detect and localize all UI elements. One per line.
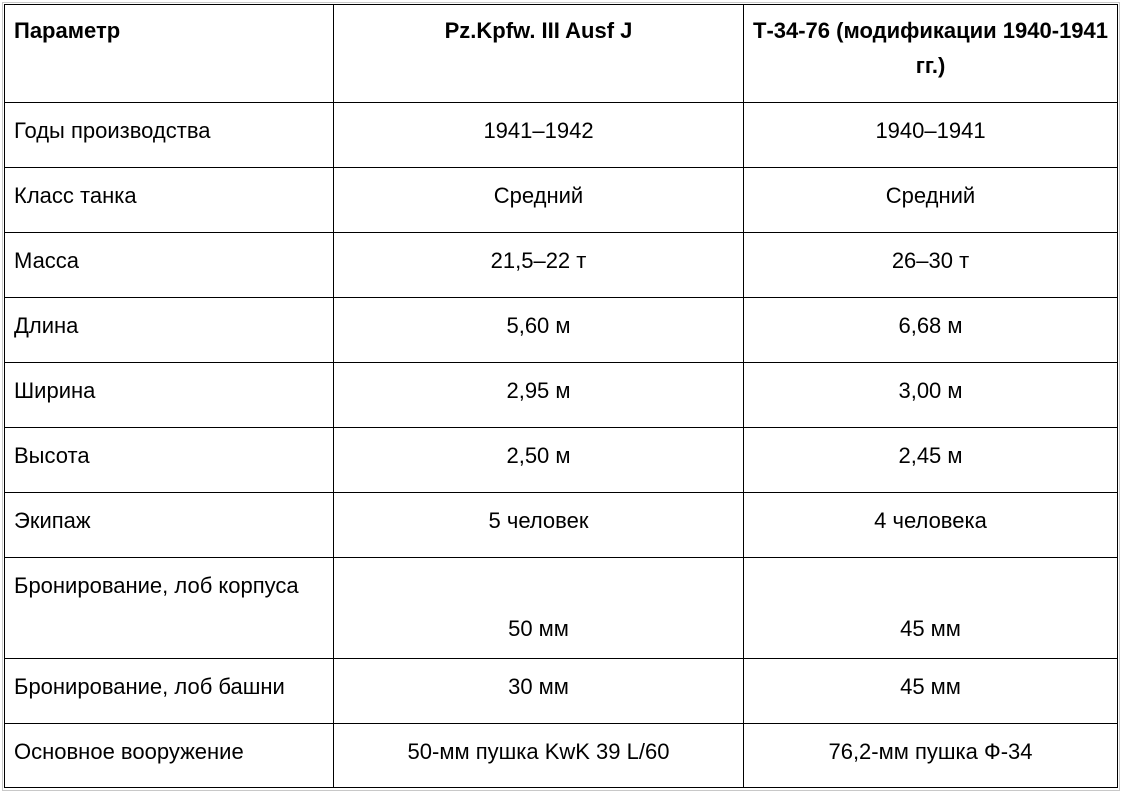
row-tank1-value: 21,5–22 т [334, 233, 744, 298]
row-param: Масса [5, 233, 334, 298]
table-row [5, 493, 1118, 558]
row-param: Основное вооружение [5, 724, 334, 788]
table-row [5, 558, 1118, 659]
table-header-row [5, 5, 1118, 103]
row-tank1-value: 50-мм пушка KwK 39 L/60 [334, 724, 744, 788]
row-tank1-value: 5,60 м [334, 298, 744, 363]
row-param: Длина [5, 298, 334, 363]
row-tank2-value: 4 человека [744, 493, 1118, 558]
table-row [5, 298, 1118, 363]
row-tank1-value: 1941–1942 [334, 103, 744, 168]
table-row [5, 659, 1118, 724]
row-tank2-value: 3,00 м [744, 363, 1118, 428]
row-param: Бронирование, лоб корпуса [5, 558, 334, 659]
row-tank2-value: 45 мм [744, 659, 1118, 724]
row-param: Класс танка [5, 168, 334, 233]
row-param: Годы производства [5, 103, 334, 168]
header-tank2: Т-34-76 (модификации 1940-1941 гг.) [744, 5, 1118, 103]
row-tank2-value: 1940–1941 [744, 103, 1118, 168]
row-param: Ширина [5, 363, 334, 428]
table-row [5, 363, 1118, 428]
table-row [5, 724, 1118, 788]
row-tank2-value: Средний [744, 168, 1118, 233]
row-tank2-value: 26–30 т [744, 233, 1118, 298]
comparison-table [4, 4, 1118, 788]
header-param: Параметр [5, 5, 334, 103]
table-row [5, 103, 1118, 168]
row-tank2-value: 76,2-мм пушка Ф-34 [744, 724, 1118, 788]
row-param: Бронирование, лоб башни [5, 659, 334, 724]
row-tank1-value: 2,95 м [334, 363, 744, 428]
row-tank2-value: 2,45 м [744, 428, 1118, 493]
row-param: Высота [5, 428, 334, 493]
row-tank1-value: Средний [334, 168, 744, 233]
row-param: Экипаж [5, 493, 334, 558]
table-row [5, 428, 1118, 493]
row-tank2-value: 6,68 м [744, 298, 1118, 363]
row-tank1-value: 5 человек [334, 493, 744, 558]
header-tank1: Pz.Kpfw. III Ausf J [334, 5, 744, 103]
row-tank1-value: 50 мм [334, 558, 744, 659]
table-row [5, 233, 1118, 298]
row-tank1-value: 30 мм [334, 659, 744, 724]
row-tank1-value: 2,50 м [334, 428, 744, 493]
row-tank2-value: 45 мм [744, 558, 1118, 659]
table-row [5, 168, 1118, 233]
